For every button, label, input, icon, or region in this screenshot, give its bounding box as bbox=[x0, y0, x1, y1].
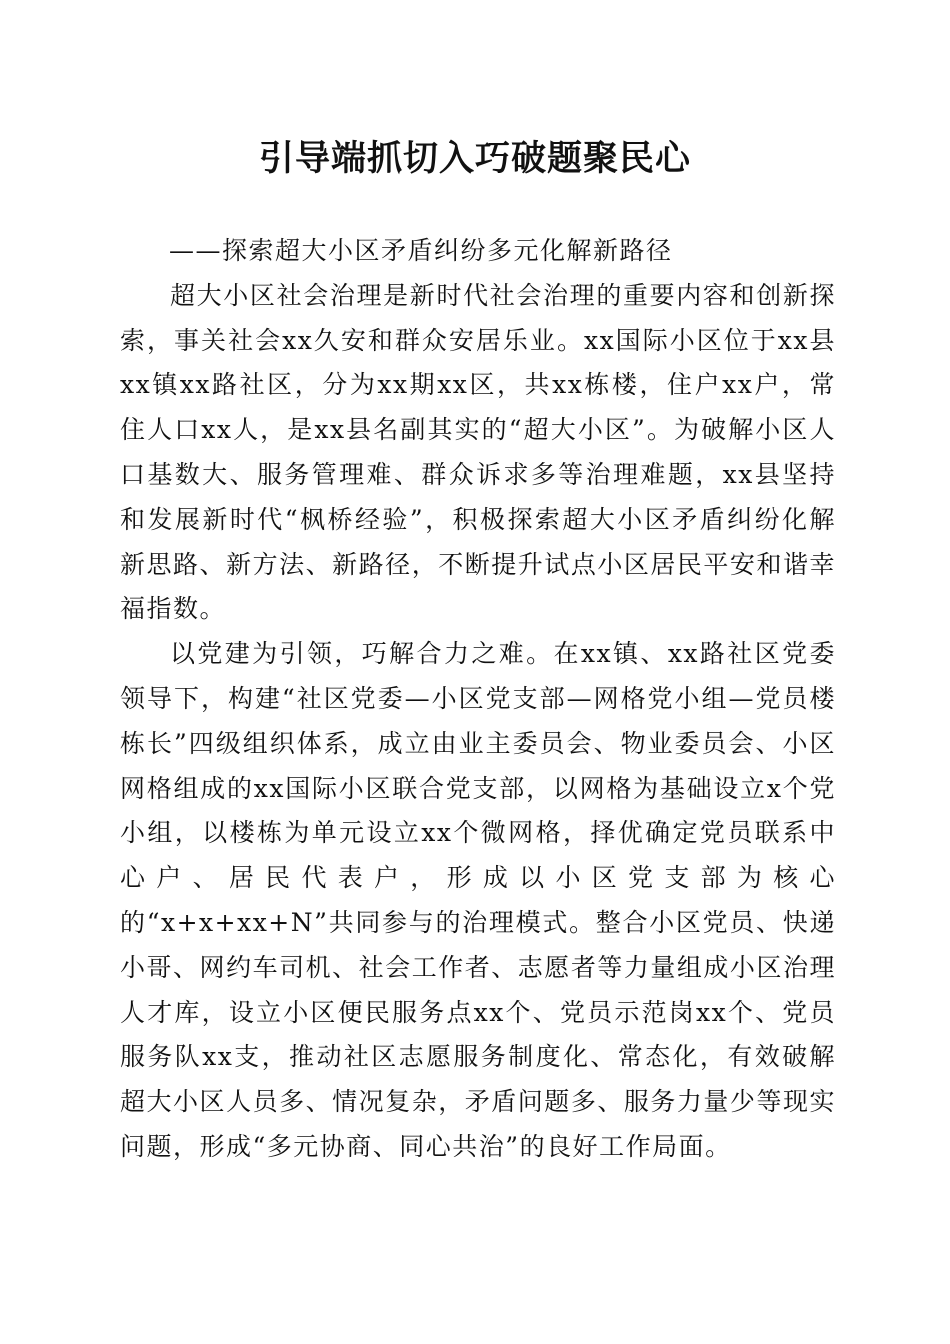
paragraph-party-leadership: 以党建为引领，巧解合力之难。在xx镇、xx路社区党委领导下，构建“社区党委—小区党支部—网格党小组—党员楼栋长”四级组织体系，成立由业主委员会、物业委员会、小区网格组成的xx国际小区联合党支部，以网格为基础设立x个党小组，以楼栋为单元设立xx个微网格，择优确定党员联系中心户、居民代表户，形成以小区党支部为核心的“x+x+xx+N”共同参与的治理模式。整合小区党员、快递小哥、网约车司机、社会工作者、志愿者等力量组成小区治理人才库，设立小区便民服务点xx个、党员示范岗xx个、党员服务队xx支，推动社区志愿服务制度化、常态化，有效破解超大小区人员多、情况复杂，矛盾问题多、服务力量少等现实问题，形成“多元协商、同心共治”的良好工作局面。 bbox=[120, 639, 836, 1161]
document-body bbox=[120, 229, 836, 1170]
paragraph-intro: 超大小区社会治理是新时代社会治理的重要内容和创新探索，事关社会xx久安和群众安居乐业。xx国际小区位于xx县xx镇xx路社区，分为xx期xx区，共xx栋楼，住户xx户，常住人口xx人，是xx县名副其实的“超大小区”。为破解小区人口基数大、服务管理难、群众诉求多等治理难题，xx县坚持和发展新时代“枫桥经验”，积极探索超大小区矛盾纠纷化解新思路、新方法、新路径，不断提升试点小区居民平安和谐幸福指数。 bbox=[120, 280, 836, 624]
document-subtitle: ——探索超大小区矛盾纠纷多元化解新路径 bbox=[169, 236, 673, 265]
document-title: 引导端抓切入巧破题聚民心 bbox=[258, 138, 691, 179]
